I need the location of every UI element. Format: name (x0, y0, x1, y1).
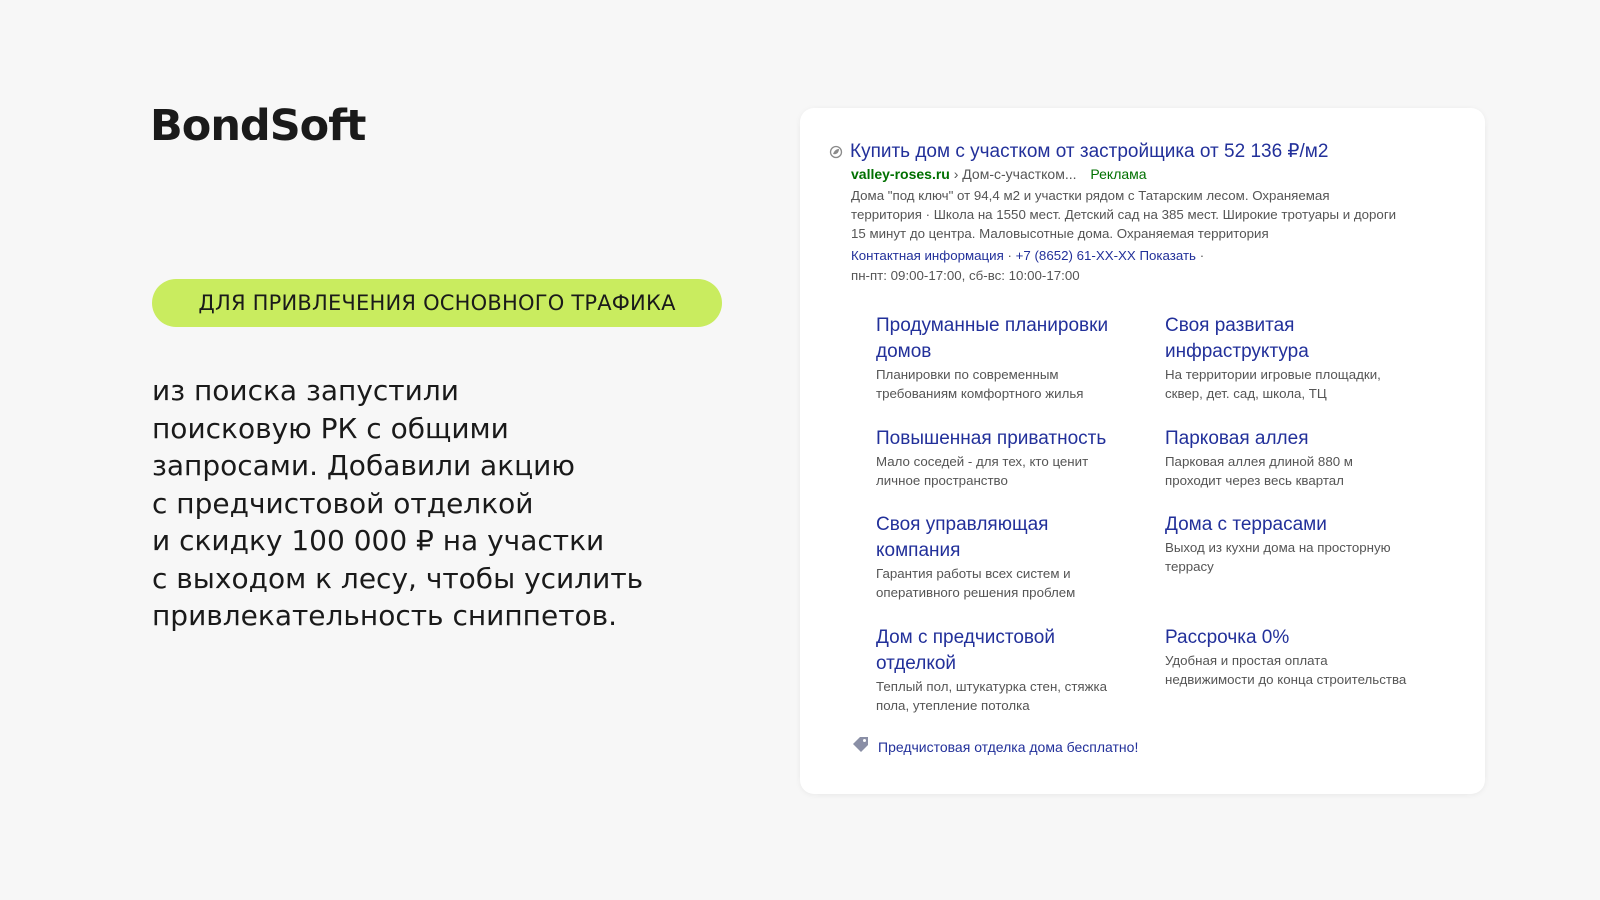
category-badge-label: ДЛЯ ПРИВЛЕЧЕНИЯ ОСНОВНОГО ТРАФИКА (198, 291, 676, 315)
sitelink-title-line[interactable]: Дом с предчистовой (876, 627, 1055, 648)
sitelink-title-line[interactable]: Рассрочка 0% (1165, 627, 1290, 648)
sitelink-title-line[interactable]: Своя управляющая (876, 514, 1049, 535)
tag-icon (852, 736, 870, 757)
description-line: из поиска запустили (152, 374, 459, 407)
sitelink[interactable] (1165, 512, 1435, 576)
sitelink-description (1165, 453, 1435, 490)
ad-label: Реклама (1090, 166, 1147, 182)
sitelink-description-line: террасу (1165, 558, 1214, 574)
sitelink[interactable] (1165, 426, 1435, 490)
sitelink-title[interactable] (1165, 512, 1435, 538)
sitelink[interactable] (876, 426, 1146, 490)
sitelink[interactable] (1165, 313, 1435, 403)
sitelink[interactable] (876, 313, 1146, 403)
sitelink-description-line: личное пространство (876, 472, 1008, 488)
sitelink-title-line[interactable]: Продуманные планировки (876, 315, 1109, 336)
description-line: с выходом к лесу, чтобы усилить (152, 561, 644, 595)
sitelink-title-line[interactable]: Парковая аллея (1165, 428, 1309, 449)
sitelink-description-line: Теплый пол, штукатурка стен, стяжка (876, 679, 1108, 694)
sitelink-description-line: Мало соседей - для тех, кто ценит (876, 454, 1089, 469)
sitelink-title-line[interactable]: компания (876, 540, 961, 561)
sitelink-description-line: Удобная и простая оплата (1165, 653, 1328, 668)
sitelink-description-line: оперативного решения проблем (876, 584, 1076, 600)
ad-title-row (829, 140, 1469, 164)
ad-snippet (829, 140, 1469, 285)
sitelink-title-line[interactable]: домов (876, 341, 932, 362)
sitelink[interactable] (1165, 625, 1435, 689)
sitelink-description-line: требованиям комфортного жилья (876, 385, 1084, 401)
sitelink-title-line[interactable]: отделкой (876, 653, 957, 674)
search-ad-card (800, 108, 1485, 794)
leaf-favicon-icon (829, 145, 843, 159)
promo-row (852, 736, 1138, 757)
sitelink-description (1165, 366, 1435, 403)
description-line: с предчистовой отделкой (152, 486, 534, 520)
sitelink-description-line: недвижимости до конца строительства (1165, 671, 1407, 687)
bondsoft-logo: BondSoft (150, 101, 366, 151)
sitelink-description (1165, 539, 1435, 576)
ad-description (851, 186, 1461, 243)
sitelink-description-line: Выход из кухни дома на просторную (1165, 540, 1391, 555)
sitelink[interactable] (876, 512, 1146, 602)
sitelink-description (1165, 652, 1435, 689)
sitelink-description-line: сквер, дет. сад, школа, ТЦ (1165, 385, 1327, 401)
description-text (152, 372, 712, 635)
sitelink-title-line[interactable]: Дома с террасами (1165, 514, 1327, 535)
sitelink-title-line[interactable]: Своя развитая (1165, 315, 1295, 336)
ad-title-link[interactable]: Купить дом с участком от застройщика от 52 136 ₽/м2 (850, 141, 1329, 162)
ad-path[interactable]: › Дом-с-участком... (949, 166, 1077, 182)
sitelink-description-line: Гарантия работы всех систем и (876, 566, 1071, 581)
sitelink-title[interactable] (1165, 313, 1435, 365)
sitelink-description-line: пола, утепление потолка (876, 697, 1030, 713)
working-hours: пн-пт: 09:00-17:00, сб-вс: 10:00-17:00 (851, 268, 1080, 283)
sitelink-description-line: На территории игровые площадки, (1165, 367, 1381, 382)
sitelink[interactable] (876, 625, 1146, 715)
description-line: и скидку 100 000 ₽ на участки (152, 524, 605, 557)
ad-description-line: Дома "под ключ" от 94,4 м2 и участки рядом с Татарским лесом. Охраняемая (851, 188, 1330, 203)
sitelink-description (876, 453, 1146, 490)
show-phone-link[interactable]: Показать (1139, 248, 1196, 263)
description-line: поисковую РК с общими (152, 411, 509, 445)
description-line: привлекательность сниппетов. (152, 599, 618, 632)
separator-dot: · (1199, 248, 1205, 263)
ad-url-row (851, 164, 1469, 184)
contact-info-link[interactable]: Контактная информация (851, 248, 1004, 263)
phone-number: +7 (8652) 61-XX-XX (1015, 248, 1136, 263)
promo-link[interactable]: Предчистовая отделка дома бесплатно! (878, 738, 1139, 755)
sitelink-description-line: Планировки по современным (876, 367, 1059, 382)
sitelink-title[interactable] (876, 313, 1146, 365)
ad-domain-link[interactable]: valley-roses.ru (851, 166, 950, 182)
ad-description-line: 15 минут до центра. Маловысотные дома. Охраняемая территория (851, 226, 1269, 241)
sitelink-description (876, 565, 1146, 602)
sitelink-title[interactable] (1165, 426, 1435, 452)
category-badge (152, 279, 722, 327)
ad-description-line: территория · Школа на 1550 мест. Детский сад на 385 мест. Широкие тротуары и дороги (851, 207, 1397, 222)
sitelink-title-line[interactable]: инфраструктура (1165, 341, 1309, 362)
sitelink-title[interactable] (876, 512, 1146, 564)
sitelink-title[interactable] (1165, 625, 1435, 651)
separator-dot: · (1007, 248, 1012, 263)
sitelink-title-line[interactable]: Повышенная приватность (876, 428, 1107, 449)
sitelink-description (876, 366, 1146, 403)
sitelink-title[interactable] (876, 426, 1146, 452)
sitelink-description-line: Парковая аллея длиной 880 м (1165, 454, 1353, 469)
sitelink-description-line: проходит через весь квартал (1165, 472, 1344, 488)
description-line: запросами. Добавили акцию (152, 449, 575, 482)
ad-contact-row (851, 246, 1469, 266)
sitelink-title[interactable] (876, 625, 1146, 677)
sitelink-description (876, 678, 1146, 715)
